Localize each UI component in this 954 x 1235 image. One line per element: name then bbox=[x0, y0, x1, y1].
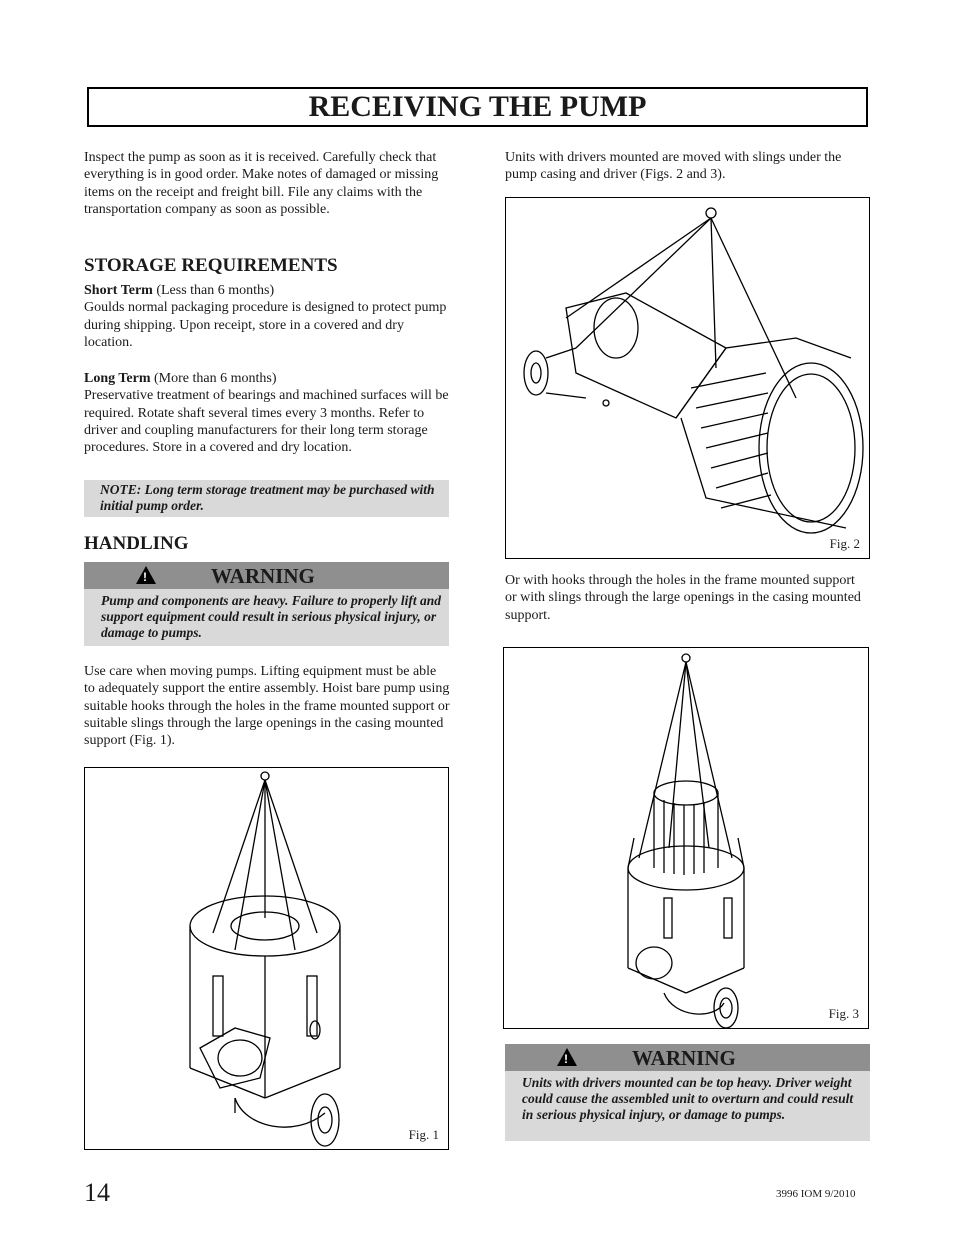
short-term-block bbox=[84, 282, 449, 351]
driver-warning-text: Units with drivers mounted can be top heavy. Driver weight could cause the assembled unit to overturn and could result in serious physical injury, or damage to pumps. bbox=[505, 1071, 870, 1141]
storage-heading: STORAGE REQUIREMENTS bbox=[84, 255, 338, 276]
figure-3 bbox=[503, 647, 869, 1029]
figure-2-illustration bbox=[506, 198, 871, 560]
handling-heading: HANDLING bbox=[84, 533, 189, 554]
driver-warning-label: WARNING bbox=[632, 1046, 736, 1070]
warning-triangle-icon: ! bbox=[136, 566, 156, 584]
right-intro-paragraph: Units with drivers mounted are moved with slings under the pump casing and driver (Figs. 2 and 3). bbox=[505, 150, 842, 183]
figure-3-caption: Fig. 3 bbox=[828, 1006, 859, 1021]
handling-warning-text: Pump and components are heavy. Failure to properly lift and support equipment could result in serious physical injury, or damage to pumps. bbox=[84, 589, 449, 646]
figure-3-illustration bbox=[504, 648, 870, 1030]
page-number: 14 bbox=[84, 1178, 110, 1207]
figure-1-illustration bbox=[85, 768, 450, 1151]
figure-2 bbox=[505, 197, 870, 559]
driver-warning-header bbox=[505, 1044, 870, 1071]
page-title: RECEIVING THE PUMP bbox=[87, 87, 868, 127]
long-term-text: Preservative treatment of bearings and machined surfaces will be required. Rotate shaft several times every 3 months. Refer to driver and coupling manufacturers for their long term storage procedures. Store in a covered and dry location. bbox=[84, 388, 449, 456]
handling-warning-label: WARNING bbox=[211, 564, 315, 588]
document-id: 3996 IOM 9/2010 bbox=[776, 1188, 856, 1200]
figure-1 bbox=[84, 767, 449, 1150]
handling-warning-header bbox=[84, 562, 449, 589]
figure-1-caption: Fig. 1 bbox=[408, 1127, 439, 1142]
long-term-qualifier: (More than 6 months) bbox=[150, 371, 277, 386]
warning-triangle-icon: ! bbox=[557, 1048, 577, 1066]
right-second-paragraph: Or with hooks through the holes in the frame mounted support or with slings through the large openings in the casing mounted support. bbox=[505, 573, 861, 623]
short-term-qualifier: (Less than 6 months) bbox=[152, 283, 275, 298]
long-term-block bbox=[84, 370, 449, 456]
short-term-label: Short Term bbox=[84, 283, 153, 298]
storage-note: NOTE: Long term storage treatment may be purchased with initial pump order. bbox=[84, 480, 449, 517]
handling-paragraph: Use care when moving pumps. Lifting equipment must be able to adequately support the entire assembly. Hoist bare pump using suitable hooks through the holes in the frame mounted support or suitable slings through the large openings in the casing mounted support (Fig. 1). bbox=[84, 664, 450, 749]
intro-paragraph: Inspect the pump as soon as it is received. Carefully check that everything is in good order. Make notes of damaged or missing items on the receipt and freight bill. File any claims with the transportation company as soon as possible. bbox=[84, 150, 439, 217]
figure-2-caption: Fig. 2 bbox=[829, 536, 860, 551]
short-term-text: Goulds normal packaging procedure is designed to protect pump during shipping. Upon receipt, store in a covered and dry location. bbox=[84, 300, 447, 350]
long-term-label: Long Term bbox=[84, 371, 151, 386]
